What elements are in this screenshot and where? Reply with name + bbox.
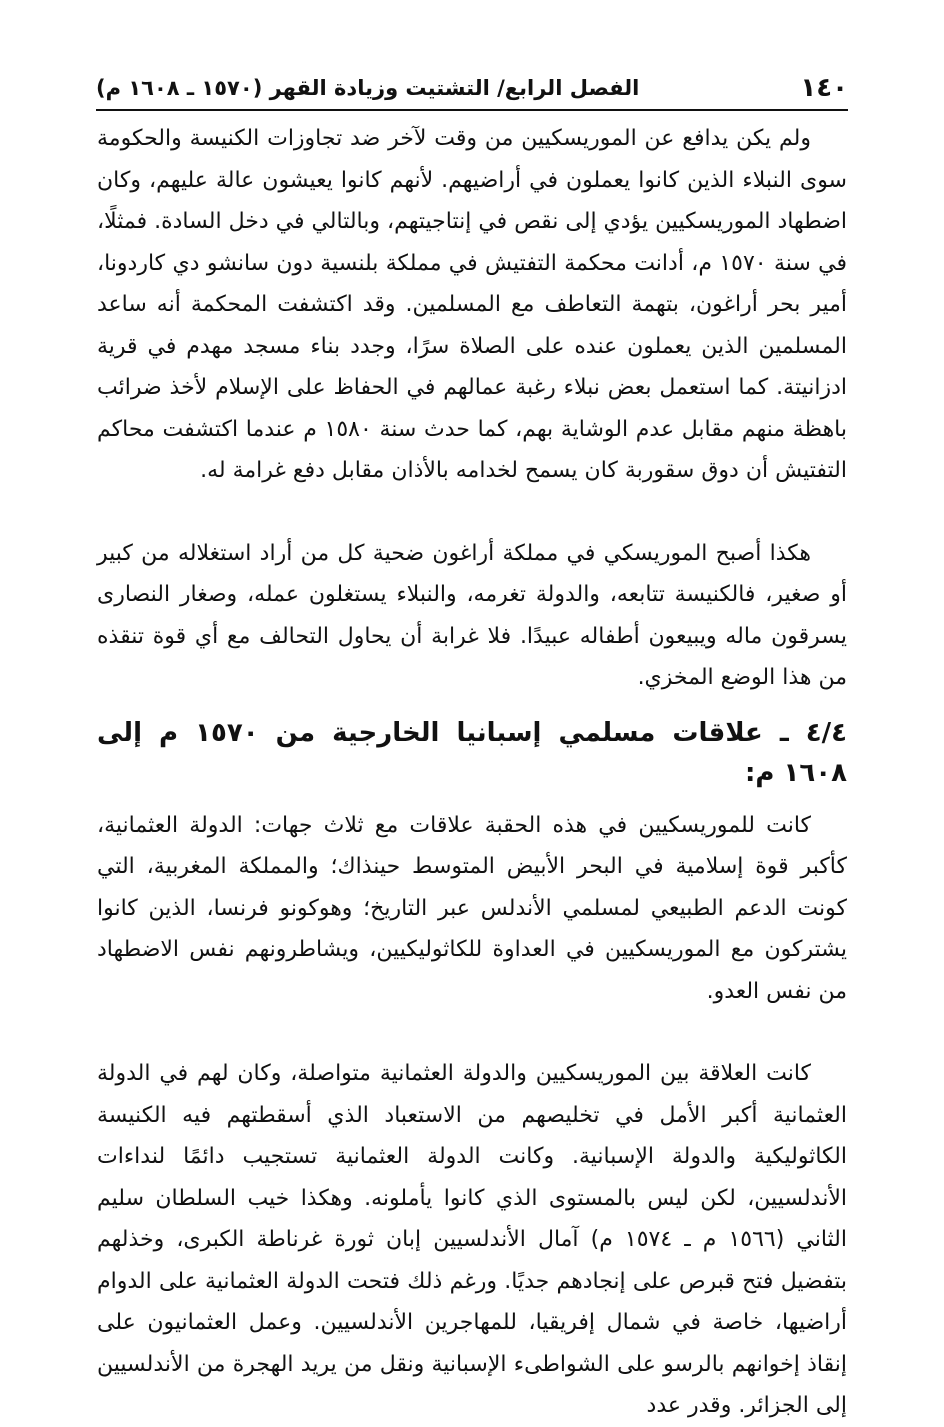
paragraph: كانت للموريسكيين في هذه الحقبة علاقات مع ثلاث جهات: الدولة العثمانية، كأكبر قوة إسلامية في البحر الأبيض المتوسط حينذاك؛ والمملكة المغربية، التي كونت الدعم الطبيعي لمسلمي الأندلس عبر التاريخ؛ وهوكونو فرنسا، الذين كانوا يشتركون مع الموريسكيين في العداوة للكاثوليكيين، ويشاطرونهم نفس الاضطهاد من نفس العدو.	[97, 812, 847, 1004]
page-header	[96, 70, 848, 106]
paragraph: هكذا أصبح الموريسكي في مملكة أراغون ضحية كل من أراد استغلاله من كبير أو صغير، فالكنيسة تتابعه، والدولة تغرمه، والنبلاء يستغلون عمله، وصغار النصارى يسرقون ماله ويبيعون أطفاله عبيدًا. فلا غرابة أن يحاول التحالف مع أي قوة تنقذه من هذا الوضع المخزي.	[97, 540, 847, 690]
page-body	[97, 118, 847, 1427]
running-title: الفصل الرابع/ التشتيت وزيادة القهر (١٥٧٠ ـ ١٦٠٨ م)	[96, 76, 640, 100]
section-heading: ٤/٤ ـ علاقات مسلمي إسبانيا الخارجية من ١٥٧٠ م إلى ١٦٠٨ م:	[97, 717, 848, 788]
page-number: ١٤٠	[800, 73, 848, 103]
paragraph: كانت العلاقة بين الموريسكيين والدولة العثمانية متواصلة، وكان لهم في الدولة العثمانية أكبر الأمل في تخليصهم من الاستعباد الذي أسقطتهم فيه الكنيسة الكاثوليكية والدولة الإسبانية. وكانت الدولة العثمانية تستجيب دائمًا لنداءات الأندلسيين، لكن ليس بالمستوى الذي كانوا يأملونه. وهكذا خيب السلطان سليم الثاني (١٥٦٦ م ـ ١٥٧٤ م) آمال الأندلسيين إبان ثورة غرناطة الكبرى، وخذلهم بتفضيل فتح قبرص على إنجادهم جديًا. ورغم ذلك فتحت الدولة العثمانية على الدوام أراضيها، خاصة في شمال إفريقيا، للمهاجرين الأندلسيين. وعمل العثمانيون على إنقاذ إخوانهم بالرسو على الشواطىء الإسبانية ونقل من يريد الهجرة من الأندلسيين إلى الجزائر. وقدر عدد	[97, 1061, 847, 1418]
header-divider	[96, 109, 848, 111]
paragraph: ولم يكن يدافع عن الموريسكيين من وقت لآخر ضد تجاوزات الكنيسة والحكومة سوى النبلاء الذين كانوا يعملون في أراضيهم. لأنهم كانوا يعيشون عالة عليهم، وكان اضطهاد الموريسكيين يؤدي إلى نقص في إنتاجيتهم، وبالتالي في دخل السادة. فمثلًا، في سنة ١٥٧٠ م، أدانت محكمة التفتيش في مملكة بلنسية دون سانشو دي كاردونا، أمير بحر أراغون، بتهمة التعاطف مع المسلمين. وقد اكتشفت المحكمة أنه ساعد المسلمين الذين يعملون عنده على الصلاة سرًا، وجدد بناء مسجد مهدم في قرية ادزانيتة. كما استعمل بعض نبلاء رغبة عمالهم في الحفاظ على الإسلام لأخذ ضرائب باهظة منهم مقابل عدم الوشاية بهم، كما حدث سنة ١٥٨٠ م عندما اكتشفت محاكم التفتيش أن دوق سقوربة كان يسمح لخدامه بالأذان مقابل دفع غرامة له.	[97, 126, 847, 483]
